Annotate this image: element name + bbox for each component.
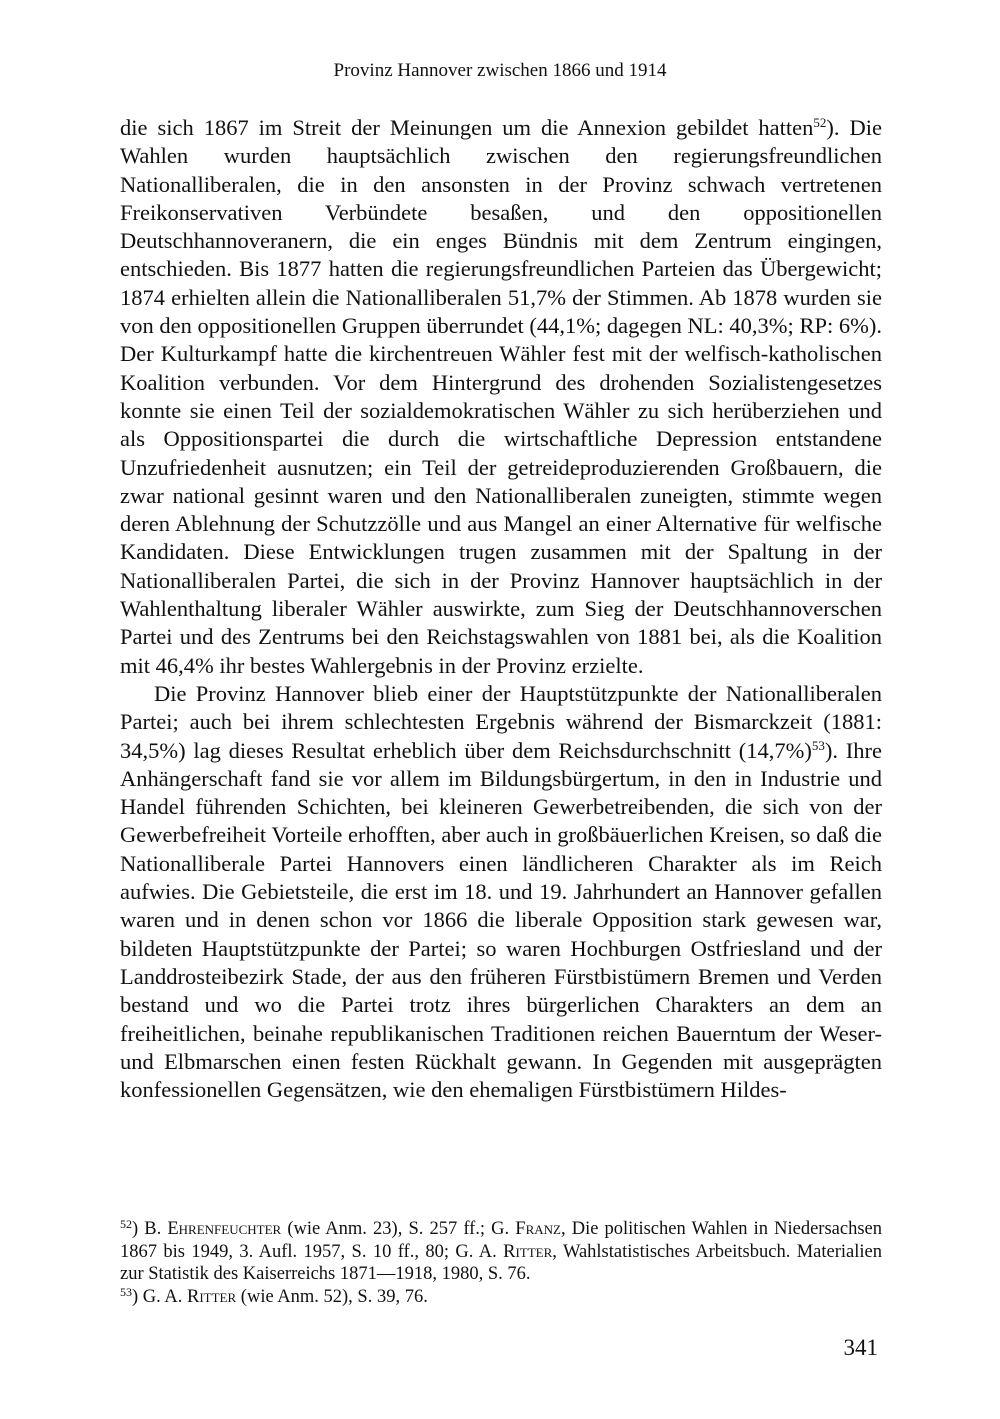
footnote-52-author-3: Ritter (503, 1241, 553, 1262)
footnote-ref-52: 52 (813, 115, 827, 130)
footnote-ref-53: 53 (811, 737, 825, 753)
paragraph-2 (120, 680, 882, 1104)
footnote-52-text-c: , Die politischen Wahlen in Niedersachsen 1867 bis 1949, 3. Aufl. 1957, S. 10 ff., 80; G. A. (120, 1219, 883, 1262)
footnote-52 (120, 1218, 882, 1286)
body-text (120, 114, 882, 1104)
footnote-53-text-b: (wie Anm. 52), S. 39, 76. (236, 1286, 428, 1307)
footnote-52-author-1: Ehrenfeuchter (167, 1219, 282, 1239)
paragraph-1-text-a: die sich 1867 im Streit der Meinungen um die Annexion gebildet hatten (120, 115, 814, 140)
paragraph-1-text-b: ). Die Wahlen wurden hauptsächlich zwischen den regierungsfreundlichen Nationalliberalen, die in den ansonsten in der Provinz schwach vertretenen Freikonservativen Verbündete besaßen, und den oppositionellen Deutschhannoveranern, die ein enges Bündnis mit dem Zentrum eingingen, entschieden. Bis 1877 hatten die regierungsfreundlichen Parteien das Übergewicht; 1874 erhielten allein die Nationalliberalen 51,7% der Stimmen. Ab 1878 wurden sie von den oppositionellen Gruppen überrundet (44,1%; dagegen NL: 40,3%; RP: 6%). Der Kulturkampf hatte die kirchentreuen Wähler fest mit der welfisch-katholischen Koalition verbunden. Vor dem Hintergrund des drohenden Sozialistengesetzes konnte sie einen Teil der sozialdemokratischen Wähler zu sich herüberziehen und als Oppositionspartei die durch die wirtschaftliche Depression entstandene Unzufriedenheit ausnutzen; ein Teil der getreideproduzierenden Großbauern, die zwar national gesinnt waren und den Nationalliberalen zuneigten, stimmte wegen deren Ablehnung der Schutzzölle und aus Mangel an einer Alternative für welfische Kandidaten. Diese Entwicklungen trugen zusammen mit der Spaltung in der Nationalliberalen Partei, die sich in der Provinz Hannover hauptsächlich in der Wahlenthaltung liberaler Wähler auswirkte, zum Sieg der Deutschhannoverschen Partei und des Zentrums bei den Reichstagswahlen von 1881 bei, als die Koalition mit 46,4% ihr bestes Wahlergebnis in der Provinz erzielte. (120, 115, 882, 678)
page-number: 341 (843, 1335, 878, 1360)
footnote-52-text-a: ) B. (132, 1219, 168, 1239)
footnote-52-author-2: Franz (515, 1219, 561, 1239)
footnotes (120, 1218, 882, 1308)
footnote-53-text-a: ) G. A. (132, 1286, 187, 1307)
running-head: Provinz Hannover zwischen 1866 und 1914 (333, 60, 667, 81)
footnote-53 (120, 1286, 882, 1309)
paragraph-2-text-b: ). Ihre Anhängerschaft fand sie vor allem im Bildungsbürgertum, in den in Industrie und Handel führenden Schichten, bei kleineren Gewerbetreibenden, die sich von der Gewerbefreiheit Vorteile erhofften, aber auch in großbäuerlichen Kreisen, so daß die Nationalliberale Partei Hannovers einen ländlicheren Charakter als im Reich aufwies. Die Gebietsteile, die erst im 18. und 19. Jahrhundert an Hannover gefallen waren und in denen schon vor 1866 die liberale Opposition stark gewesen war, bildeten Hauptstützpunkte der Partei; so waren Hochburgen Ostfriesland und der Landdrosteibezirk Stade, der aus den früheren Fürstbistümern Bremen und Verden bestand und wo die Partei trotz ihres bürgerlichen Charakters an dem an freiheitlichen, beinahe republikanischen Traditionen reichen Bauerntum der Weser- und Elbmarschen einen festen Rückhalt gewann. In Gegenden mit ausgeprägten konfessionellen Gegensätzen, wie den ehemaligen Fürstbistümern Hildes- (120, 737, 882, 1103)
paragraph-2-text-a: Die Provinz Hannover blieb einer der Hauptstützpunkte der Nationalliberalen Partei; auch bei ihrem schlechtesten Ergebnis während der Bismarckzeit (1881: 34,5%) lag dieses Resultat erheblich über dem Reichsdurchschnitt (14,7%) (120, 680, 882, 763)
footnote-52-text-d: , Wahlstatistisches Arbeitsbuch. Materialien zur Statistik des Kaiserreichs 1871—1918, 1980, S. 76. (120, 1241, 882, 1284)
footnote-53-author: Ritter (187, 1286, 237, 1307)
footnote-53-mark: 53 (120, 1284, 132, 1299)
footnote-52-text-b: (wie Anm. 23), S. 257 ff.; G. (281, 1219, 516, 1239)
paragraph-1 (120, 114, 882, 680)
footnote-52-mark: 52 (120, 1217, 132, 1231)
